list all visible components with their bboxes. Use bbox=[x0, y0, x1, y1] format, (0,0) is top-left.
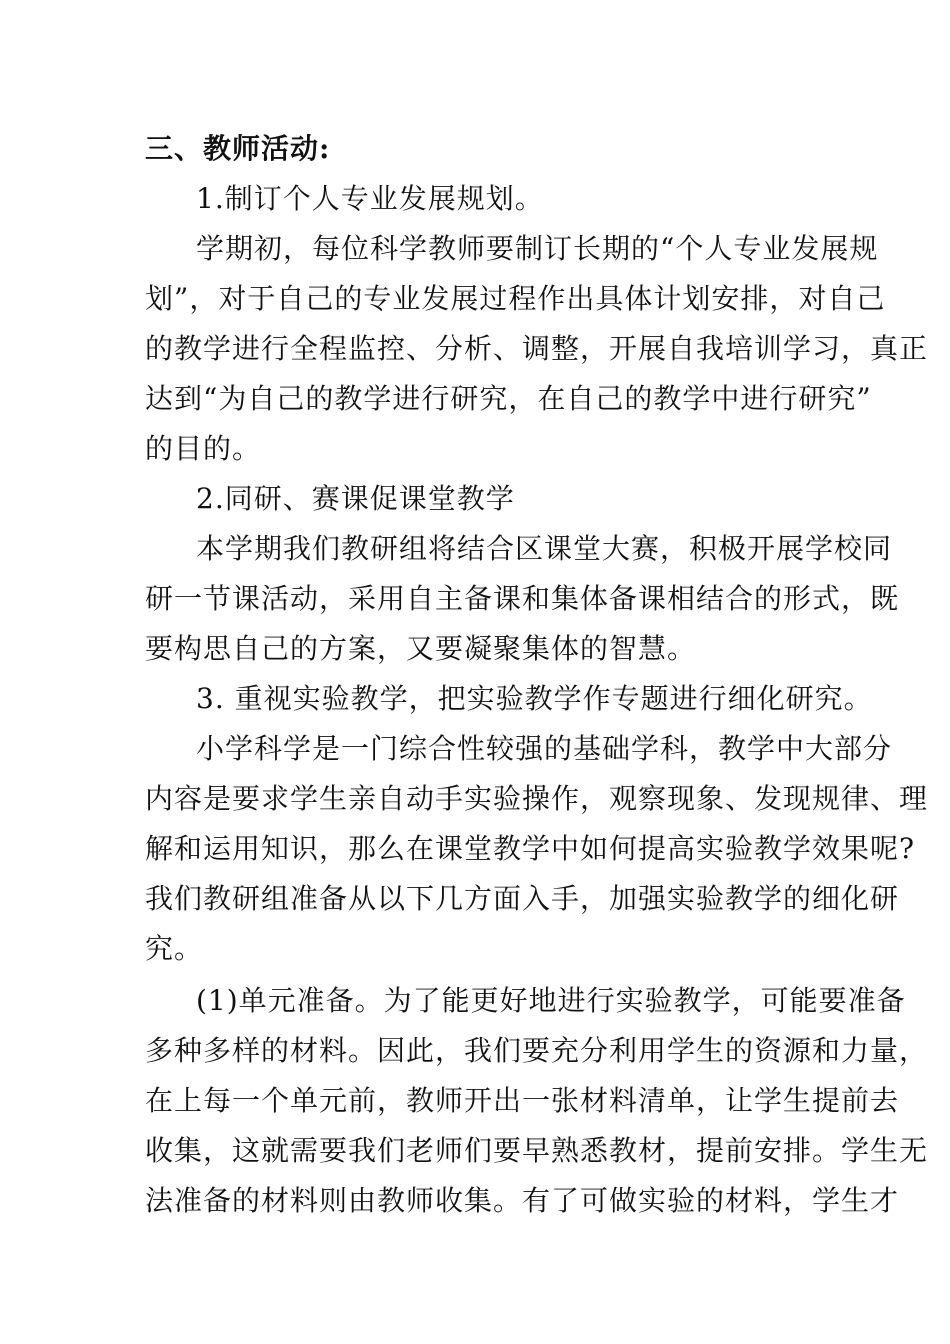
paragraph-line: 的教学进行全程监控、分析、调整，开展自我培训学习，真正 bbox=[145, 332, 929, 365]
paragraph-line: 本学期我们教研组将结合区课堂大赛，积极开展学校同 bbox=[196, 532, 893, 565]
paragraph-line: 要构思自己的方案，又要凝聚集体的智慧。 bbox=[145, 632, 697, 665]
paragraph-line: 划”，对于自己的专业发展过程作出具体计划安排，对自己 bbox=[145, 282, 886, 315]
paragraph-line: 法准备的材料则由教师收集。有了可做实验的材料，学生才 bbox=[145, 1184, 900, 1217]
paragraph-line: 内容是要求学生亲自动手实验操作，观察现象、发现规律、理 bbox=[145, 782, 929, 815]
sub-item-1-title: (1)单元准备。为了能更好地进行实验教学，可能要准备 bbox=[196, 984, 906, 1017]
item-2-title: 2.同研、赛课促课堂教学 bbox=[196, 482, 515, 515]
paragraph-line: 学期初，每位科学教师要制订长期的“个人专业发展规 bbox=[196, 232, 879, 265]
paragraph-line: 达到“为自己的教学进行研究，在自己的教学中进行研究” bbox=[145, 382, 872, 415]
item-1-title: 1.制订个人专业发展规划。 bbox=[196, 182, 544, 215]
section-heading: 三、教师活动: bbox=[145, 132, 331, 165]
item-3-title: 3. 重视实验教学，把实验教学作专题进行细化研究。 bbox=[196, 682, 873, 715]
paragraph-line: 究。 bbox=[145, 932, 204, 965]
paragraph-line: 解和运用知识，那么在课堂教学中如何提高实验教学效果呢? bbox=[145, 832, 916, 865]
paragraph-line: 小学科学是一门综合性较强的基础学科，教学中大部分 bbox=[196, 732, 893, 765]
paragraph-line: 多种多样的材料。因此，我们要充分利用学生的资源和力量， bbox=[145, 1034, 929, 1067]
paragraph-line: 我们教研组准备从以下几方面入手，加强实验教学的细化研 bbox=[145, 882, 900, 915]
paragraph-line: 收集，这就需要我们老师们要早熟悉教材，提前安排。学生无 bbox=[145, 1134, 929, 1167]
paragraph-line: 的目的。 bbox=[145, 432, 262, 465]
paragraph-line: 研一节课活动，采用自主备课和集体备课相结合的形式，既 bbox=[145, 582, 900, 615]
paragraph-line: 在上每一个单元前，教师开出一张材料清单，让学生提前去 bbox=[145, 1084, 900, 1117]
